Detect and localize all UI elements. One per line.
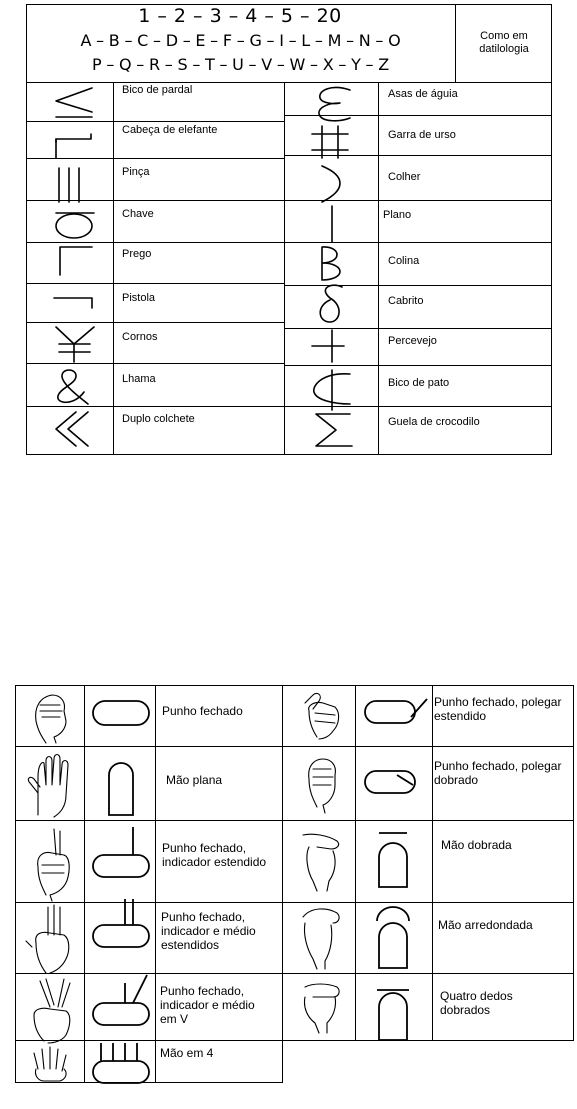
four-fingers-shape-icon — [93, 1043, 149, 1083]
handshape-label-left-3: Punho fechado, indicador estendido — [162, 841, 267, 869]
flat-hand-icon — [28, 755, 68, 818]
delta-small-icon — [320, 285, 342, 322]
handshape-label-left-2: Mão plana — [166, 773, 223, 787]
handshape-label-left-6: Mão em 4 — [160, 1046, 214, 1060]
v-sign-shape-icon — [93, 975, 149, 1025]
fist-hand-icon — [36, 695, 66, 743]
hand-drawings-left — [16, 685, 85, 1085]
index-extended-hand-icon — [38, 829, 70, 901]
handshape-label-right-3: Mão dobrada — [441, 838, 512, 852]
symbols-left-column — [26, 82, 116, 457]
corner-step-icon — [56, 134, 91, 158]
handshape-label-right-5: Quatro dedos dobrados — [440, 989, 513, 1017]
label-right-4: Plano — [383, 209, 412, 221]
handshape-label-left-4: Punho fechado, indicador e médio estendidos — [161, 910, 256, 952]
label-left-7: Cornos — [122, 331, 158, 343]
label-right-2: Garra de urso — [388, 129, 456, 141]
handshape-label-right-2: Punho fechado, polegar dobrado — [434, 759, 562, 787]
thumb-extended-shape-icon — [365, 699, 427, 723]
bent-hand-icon — [303, 834, 339, 891]
label-left-8: Lhama — [122, 373, 156, 385]
less-equal-icon — [56, 88, 92, 117]
handshape-schematics-right — [355, 685, 432, 1045]
label-right-3: Colher — [388, 171, 421, 183]
label-left-4: Chave — [122, 208, 154, 220]
flat-hand-shape-icon — [109, 763, 133, 815]
handshape-label-right-4: Mão arredondada — [438, 918, 533, 932]
rounded-hand-shape-icon — [377, 907, 409, 968]
symbols-right-column — [284, 82, 378, 457]
thumb-bent-shape-icon — [365, 771, 415, 793]
triple-bar-icon — [59, 168, 79, 202]
sigma-capital-icon — [316, 414, 352, 446]
four-bent-fingers-hand-icon — [304, 984, 339, 1033]
gamma-icon — [60, 247, 92, 275]
v-sign-hand-icon — [34, 979, 70, 1043]
fist-shape-icon — [93, 701, 149, 725]
four-bent-shape-icon — [377, 990, 409, 1040]
letter-b-icon — [322, 247, 340, 280]
two-fingers-hand-icon — [26, 905, 69, 973]
two-fingers-shape-icon — [93, 899, 149, 947]
label-right-7: Percevejo — [388, 335, 437, 347]
handshape-label-right-1: Punho fechado, polegar estendido — [434, 695, 562, 723]
label-right-6: Cabrito — [388, 295, 424, 307]
fingerspelling-note: Como em datilologia — [479, 30, 529, 55]
handshape-label-left-5: Punho fechado, indicador e médio em V — [160, 984, 255, 1026]
index-extended-shape-icon — [93, 827, 149, 877]
label-left-2: Cabeça de elefante — [122, 124, 218, 136]
symbols-table — [0, 0, 577, 460]
not-sign-icon — [54, 298, 92, 308]
yen-icon — [56, 327, 94, 362]
label-left-5: Prego — [122, 248, 152, 260]
label-left-9: Duplo colchete — [122, 413, 195, 425]
label-left-6: Pistola — [122, 292, 156, 304]
handshapes-table — [0, 680, 577, 1109]
numbers-line: 1 – 2 – 3 – 4 – 5 – 20 — [138, 5, 342, 27]
duck-bill-icon — [314, 370, 350, 410]
label-right-9: Guela de crocodilo — [388, 416, 480, 428]
label-right-5: Colina — [388, 255, 420, 267]
double-bracket-icon — [56, 412, 88, 446]
label-left-3: Pinça — [122, 166, 150, 178]
hash-icon — [312, 126, 348, 158]
label-right-8: Bico de pato — [388, 377, 450, 389]
ampersand-icon — [58, 370, 88, 404]
perpendicular-icon — [312, 330, 344, 362]
rounded-hand-icon — [303, 909, 339, 969]
letters-line-2: P – Q – R – S – T – U – V – W – X – Y – Z — [92, 55, 389, 74]
bent-hand-shape-icon — [379, 833, 407, 887]
four-fingers-hand-icon — [34, 1047, 66, 1081]
label-right-1: Asas de águia — [388, 88, 458, 100]
sigma-small-icon — [56, 213, 94, 238]
thumb-bent-hand-icon — [309, 759, 336, 813]
thumb-extended-hand-icon — [305, 693, 339, 739]
handshape-label-left-1: Punho fechado — [162, 704, 243, 718]
handshape-schematics-left — [85, 685, 156, 1085]
epsilon-icon — [319, 88, 350, 121]
close-paren-icon — [322, 166, 340, 202]
hand-drawings-right — [283, 685, 355, 1045]
letters-line-1: A – B – C – D – E – F – G – I – L – M – N – O — [80, 31, 401, 50]
label-left-1: Bico de pardal — [122, 84, 193, 96]
